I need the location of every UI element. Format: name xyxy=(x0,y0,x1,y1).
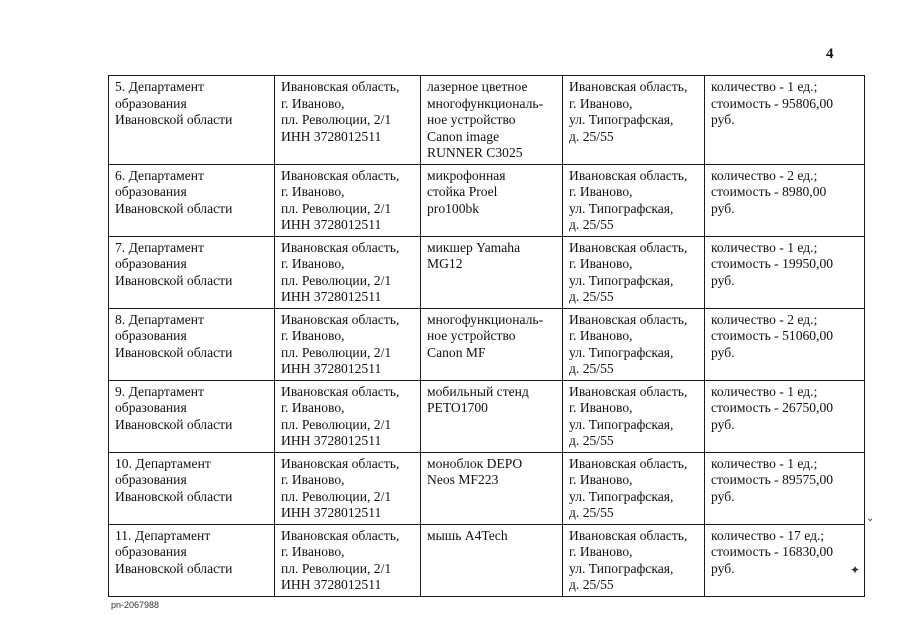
table-row xyxy=(109,380,865,452)
details-cell: количество - 2 ед.; стоимость - 51060,00 руб. xyxy=(705,308,865,380)
recipient-cell: 7. Департамент образования Ивановской области xyxy=(109,236,275,308)
location-cell: Ивановская область, г. Иваново, ул. Типографская, д. 25/55 xyxy=(563,380,705,452)
item-cell: мобильный стенд PETO1700 xyxy=(421,380,563,452)
details-cell: количество - 1 ед.; стоимость - 26750,00 руб. xyxy=(705,380,865,452)
address-cell: Ивановская область, г. Иваново, пл. Революции, 2/1 ИНН 3728012511 xyxy=(275,524,421,596)
address-cell: Ивановская область, г. Иваново, пл. Революции, 2/1 ИНН 3728012511 xyxy=(275,380,421,452)
item-cell: микрофонная стойка Proel pro100bk xyxy=(421,164,563,236)
details-cell: количество - 2 ед.; стоимость - 8980,00 руб. xyxy=(705,164,865,236)
table-row xyxy=(109,164,865,236)
scan-mark: ⌄ xyxy=(866,513,875,524)
address-cell: Ивановская область, г. Иваново, пл. Революции, 2/1 ИНН 3728012511 xyxy=(275,76,421,165)
location-cell: Ивановская область, г. Иваново, ул. Типографская, д. 25/55 xyxy=(563,76,705,165)
recipient-cell: 9. Департамент образования Ивановской области xyxy=(109,380,275,452)
item-cell: лазерное цветное многофункциональ- ное устройство Canon image RUNNER C3025 xyxy=(421,76,563,165)
item-cell: мышь A4Tech xyxy=(421,524,563,596)
item-cell: микшер Yamaha MG12 xyxy=(421,236,563,308)
details-cell: количество - 1 ед.; стоимость - 95806,00 руб. xyxy=(705,76,865,165)
recipient-cell: 8. Департамент образования Ивановской области xyxy=(109,308,275,380)
table-row xyxy=(109,452,865,524)
details-cell: количество - 17 ед.; стоимость - 16830,00 руб. xyxy=(705,524,865,596)
address-cell: Ивановская область, г. Иваново, пл. Революции, 2/1 ИНН 3728012511 xyxy=(275,308,421,380)
location-cell: Ивановская область, г. Иваново, ул. Типографская, д. 25/55 xyxy=(563,308,705,380)
recipient-cell: 5. Департамент образования Ивановской области xyxy=(109,76,275,165)
address-cell: Ивановская область, г. Иваново, пл. Революции, 2/1 ИНН 3728012511 xyxy=(275,164,421,236)
details-cell: количество - 1 ед.; стоимость - 19950,00 руб. xyxy=(705,236,865,308)
table-row xyxy=(109,236,865,308)
location-cell: Ивановская область, г. Иваново, ул. Типографская, д. 25/55 xyxy=(563,236,705,308)
address-cell: Ивановская область, г. Иваново, пл. Революции, 2/1 ИНН 3728012511 xyxy=(275,452,421,524)
page-number: 4 xyxy=(826,46,834,62)
table-row xyxy=(109,524,865,596)
recipient-cell: 10. Департамент образования Ивановской области xyxy=(109,452,275,524)
location-cell: Ивановская область, г. Иваново, ул. Типографская, д. 25/55 xyxy=(563,164,705,236)
table-row xyxy=(109,76,865,165)
details-cell: количество - 1 ед.; стоимость - 89575,00 руб. xyxy=(705,452,865,524)
item-cell: многофункциональ- ное устройство Canon MF xyxy=(421,308,563,380)
location-cell: Ивановская область, г. Иваново, ул. Типографская, д. 25/55 xyxy=(563,524,705,596)
location-cell: Ивановская область, г. Иваново, ул. Типографская, д. 25/55 xyxy=(563,452,705,524)
item-cell: моноблок DEPO Neos MF223 xyxy=(421,452,563,524)
footer-code: pn-2067988 xyxy=(111,600,160,610)
property-table xyxy=(108,75,865,597)
recipient-cell: 6. Департамент образования Ивановской области xyxy=(109,164,275,236)
scan-mark: ✦ xyxy=(850,563,861,577)
address-cell: Ивановская область, г. Иваново, пл. Революции, 2/1 ИНН 3728012511 xyxy=(275,236,421,308)
recipient-cell: 11. Департамент образования Ивановской области xyxy=(109,524,275,596)
table-row xyxy=(109,308,865,380)
